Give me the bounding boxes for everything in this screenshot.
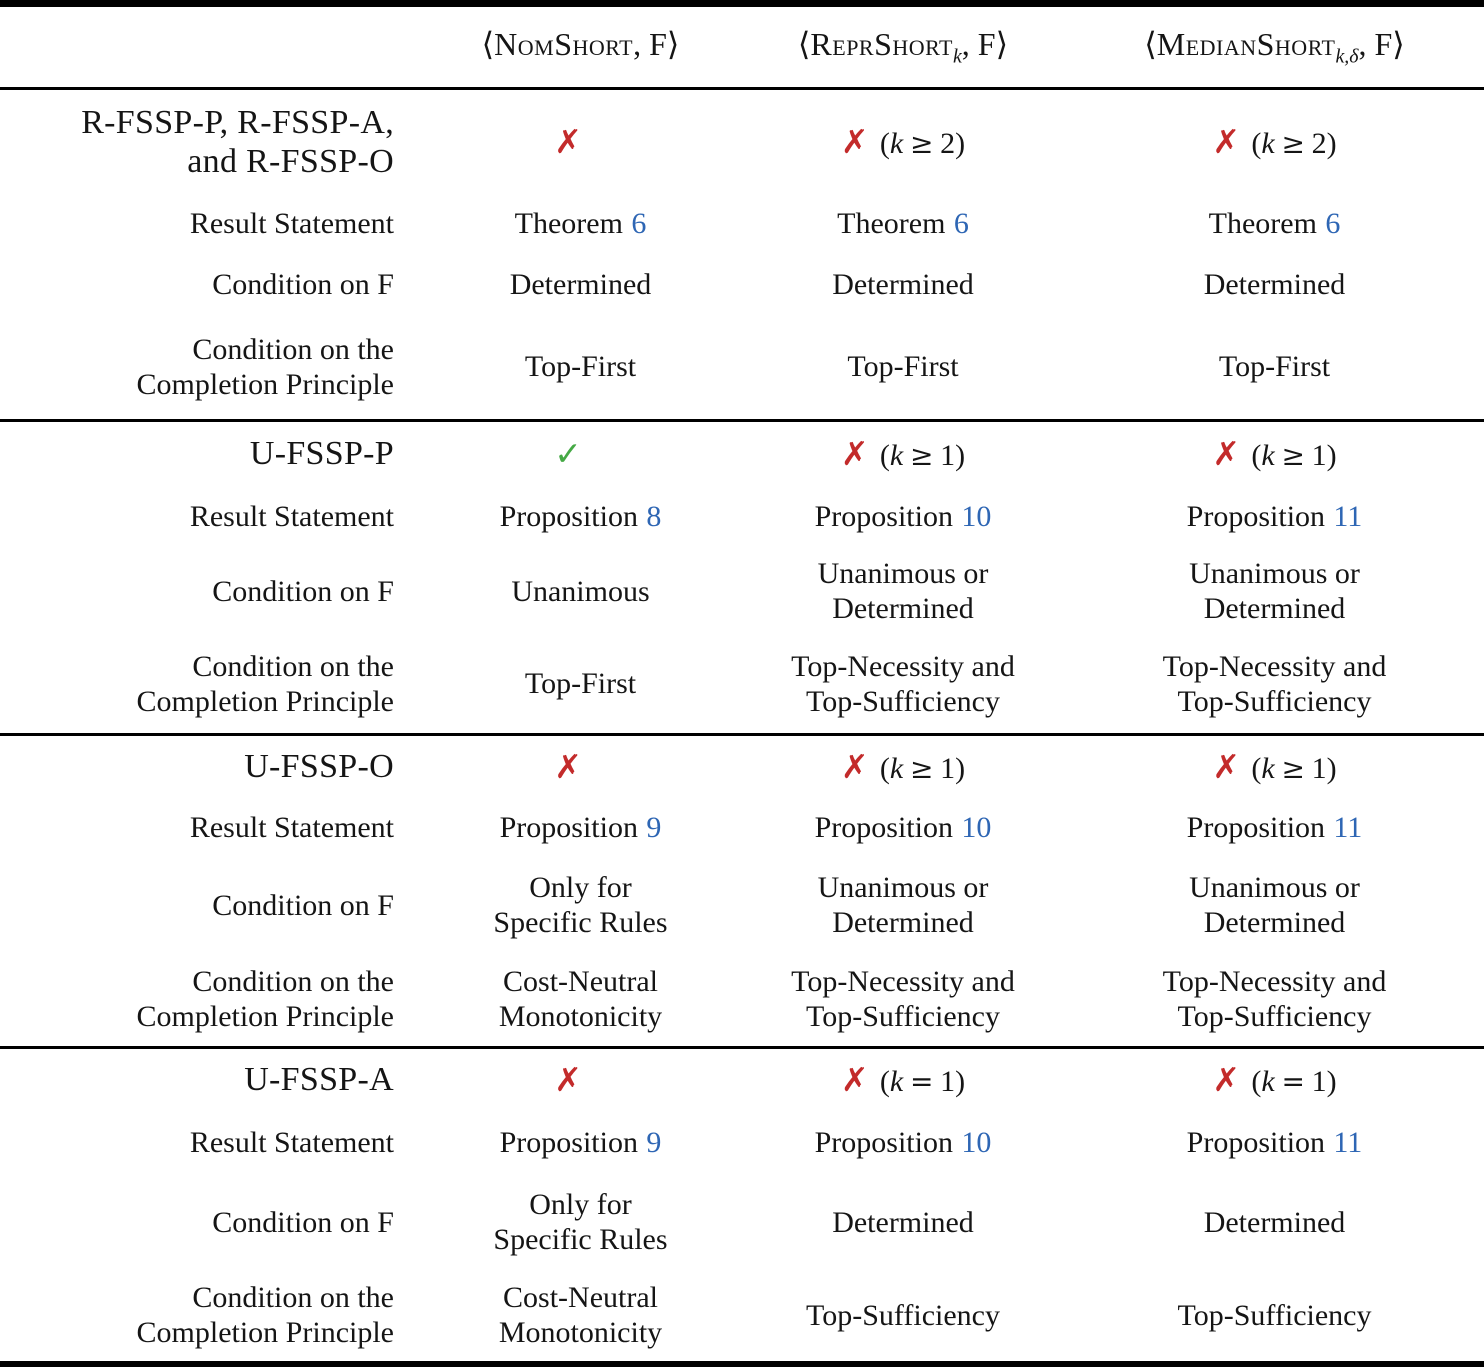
- angle-close: ⟩: [666, 25, 680, 62]
- result-cell: Proposition 11: [1186, 810, 1363, 844]
- cond-cp-cell: Top-Necessity and Top-Sufficiency: [1162, 965, 1387, 1033]
- condition-on-cp-row: [0, 636, 1484, 735]
- cross-icon: ✗: [1212, 746, 1241, 786]
- cross-icon: ✗: [554, 746, 582, 786]
- section-name-row: [0, 735, 1484, 799]
- column-header-name: ReprShort: [810, 25, 953, 62]
- cond-cp-cell: Top-First: [524, 667, 637, 701]
- mark-cell: [420, 89, 741, 195]
- mark-note: [593, 752, 606, 785]
- mark-cell: [1065, 421, 1484, 487]
- cond-f-cell: Unanimous or Determined: [817, 557, 989, 625]
- angle-open: ⟨: [1144, 25, 1157, 62]
- result-cell: Proposition 11: [1186, 499, 1363, 533]
- angle-close: ⟩: [1392, 25, 1405, 62]
- column-header-suffix: , F: [633, 25, 667, 62]
- condition-on-f-row: [0, 1175, 1484, 1271]
- column-header-medianshort: [1065, 4, 1484, 89]
- row-label-cond-f: Condition on F: [212, 888, 394, 922]
- mark-note: [593, 439, 606, 472]
- row-label-cond-cp: Condition on the Completion Principle: [136, 1281, 394, 1349]
- condition-on-cp-row: [0, 316, 1484, 421]
- cond-f-cell: Unanimous or Determined: [817, 871, 989, 939]
- column-header-suffix: , F: [1358, 25, 1393, 62]
- column-header-reprshort: [741, 4, 1065, 89]
- row-label-cond-cp: Condition on the Completion Principle: [136, 649, 394, 718]
- result-cell: Theorem 6: [837, 206, 969, 240]
- cond-cp-cell: Top-Sufficiency: [1177, 1298, 1372, 1332]
- result-cell: Theorem 6: [514, 206, 647, 240]
- cond-cp-cell: Top-First: [1218, 350, 1331, 384]
- cross-icon: ✗: [1212, 121, 1241, 161]
- column-header-nomshort: [420, 4, 741, 89]
- condition-on-f-row: [0, 858, 1484, 954]
- mark-note: (k = 1): [1251, 1064, 1337, 1098]
- row-label-result: Result Statement: [189, 1125, 394, 1159]
- section-name-row: [0, 421, 1484, 487]
- cond-cp-cell: Top-Necessity and Top-Sufficiency: [1162, 649, 1387, 718]
- result-ref-link[interactable]: 11: [1333, 1125, 1363, 1159]
- condition-on-f-row: [0, 254, 1484, 316]
- mark-cell: [420, 1048, 741, 1112]
- mark-cell: [741, 89, 1065, 195]
- mark-note: (k ≥ 1): [879, 751, 966, 785]
- section-u-fssp-p: [0, 421, 1484, 735]
- section-r-fssp: [0, 89, 1484, 421]
- section-name-row: [0, 1048, 1484, 1112]
- result-ref-link[interactable]: 11: [1333, 499, 1363, 533]
- result-statement-row: [0, 194, 1484, 254]
- column-header-subscript: k: [952, 45, 962, 68]
- result-ref-link[interactable]: 9: [646, 1125, 662, 1159]
- section-name-row: [0, 89, 1484, 195]
- cond-f-cell: Only for Specific Rules: [493, 871, 668, 939]
- cross-icon: ✗: [554, 121, 582, 161]
- cond-f-cell: Unanimous or Determined: [1189, 557, 1360, 625]
- condition-on-f-row: [0, 548, 1484, 636]
- result-cell: Proposition 11: [1186, 1125, 1363, 1159]
- mark-note: (k ≥ 1): [879, 438, 966, 472]
- cond-cp-cell: Top-First: [847, 350, 959, 384]
- result-cell: Proposition 9: [499, 1125, 662, 1159]
- result-ref-link[interactable]: 6: [631, 206, 647, 240]
- result-ref-link[interactable]: 10: [961, 499, 992, 533]
- cond-cp-cell: Top-Necessity and Top-Sufficiency: [791, 649, 1015, 718]
- result-ref-link[interactable]: 6: [1325, 206, 1341, 240]
- cond-f-cell: Determined: [1203, 267, 1346, 301]
- result-statement-row: [0, 1111, 1484, 1175]
- result-cell: Proposition 10: [814, 499, 992, 533]
- mark-note: (k = 1): [879, 1064, 966, 1098]
- row-label-cond-cp: Condition on the Completion Principle: [136, 965, 394, 1033]
- result-ref-link[interactable]: 10: [961, 810, 992, 844]
- cond-f-cell: Unanimous: [511, 574, 650, 608]
- row-label-cond-cp: Condition on the Completion Principle: [136, 332, 394, 401]
- header-empty-cell: [0, 4, 420, 89]
- mark-cell: [1065, 1048, 1484, 1112]
- cross-icon: ✗: [840, 746, 869, 786]
- result-cell: Proposition 10: [814, 810, 992, 844]
- result-ref-link[interactable]: 6: [953, 206, 969, 240]
- cond-f-cell: Determined: [832, 267, 974, 301]
- section-name: U-FSSP-O: [244, 748, 394, 786]
- cross-icon: ✗: [840, 433, 869, 473]
- result-ref-link[interactable]: 10: [961, 1125, 992, 1159]
- cond-cp-cell: Top-First: [524, 350, 637, 384]
- mark-note: [593, 127, 606, 160]
- result-ref-link[interactable]: 11: [1333, 810, 1363, 844]
- cond-cp-cell: Top-Sufficiency: [806, 1298, 1000, 1332]
- cond-cp-cell: Cost-Neutral Monotonicity: [498, 965, 663, 1033]
- mark-note: (k ≥ 1): [1251, 438, 1337, 472]
- result-cell: Theorem 6: [1208, 206, 1341, 240]
- cond-f-cell: Only for Specific Rules: [493, 1188, 668, 1256]
- row-label-cond-f: Condition on F: [212, 267, 394, 301]
- mark-cell: [1065, 735, 1484, 799]
- cond-f-cell: Unanimous or Determined: [1189, 871, 1360, 939]
- result-ref-link[interactable]: 8: [646, 499, 662, 533]
- result-cell: Proposition 10: [814, 1125, 992, 1159]
- mark-cell: [420, 421, 741, 487]
- section-u-fssp-o: [0, 735, 1484, 1048]
- angle-open: ⟨: [797, 25, 811, 62]
- condition-on-cp-row: [0, 954, 1484, 1048]
- mark-note: [593, 1065, 606, 1098]
- angle-close: ⟩: [995, 25, 1009, 62]
- mark-cell: [741, 421, 1065, 487]
- mark-note: (k ≥ 2): [1251, 126, 1337, 160]
- cond-f-cell: Determined: [832, 1205, 974, 1239]
- result-cell: Proposition 9: [499, 810, 662, 844]
- cross-icon: ✗: [1212, 433, 1241, 473]
- mark-note: (k ≥ 2): [879, 126, 966, 160]
- row-label-cond-f: Condition on F: [212, 574, 394, 608]
- cross-icon: ✗: [554, 1059, 582, 1099]
- cross-icon: ✗: [840, 121, 869, 161]
- angle-open: ⟨: [481, 25, 495, 62]
- header-row: [0, 4, 1484, 89]
- cond-cp-cell: Top-Necessity and Top-Sufficiency: [791, 965, 1015, 1033]
- column-header-name: MedianShort: [1156, 25, 1336, 62]
- row-label-cond-f: Condition on F: [212, 1205, 394, 1239]
- cond-f-cell: Determined: [509, 267, 652, 301]
- section-name: U-FSSP-A: [244, 1061, 394, 1099]
- mark-cell: [741, 1048, 1065, 1112]
- mark-note: (k ≥ 1): [1251, 751, 1337, 785]
- result-statement-row: [0, 486, 1484, 548]
- cross-icon: ✗: [840, 1059, 869, 1099]
- mark-cell: [741, 735, 1065, 799]
- result-cell: Proposition 8: [499, 499, 662, 533]
- column-header-name: NomShort: [494, 25, 634, 62]
- section-u-fssp-a: [0, 1048, 1484, 1365]
- check-icon: ✓: [554, 433, 582, 473]
- result-statement-row: [0, 798, 1484, 858]
- condition-on-cp-row: [0, 1271, 1484, 1364]
- cross-icon: ✗: [1212, 1059, 1241, 1099]
- section-name: U-FSSP-P: [249, 435, 394, 473]
- mark-cell: [1065, 89, 1484, 195]
- cond-f-cell: Determined: [1203, 1205, 1346, 1239]
- row-label-result: Result Statement: [189, 810, 394, 844]
- result-ref-link[interactable]: 9: [646, 810, 662, 844]
- mark-cell: [420, 735, 741, 799]
- column-header-suffix: , F: [961, 25, 996, 62]
- row-label-result: Result Statement: [189, 206, 394, 240]
- cond-cp-cell: Cost-Neutral Monotonicity: [498, 1281, 663, 1349]
- section-name: R-FSSP-P, R-FSSP-A, and R-FSSP-O: [81, 103, 394, 180]
- column-header-subscript: k,δ: [1335, 45, 1359, 68]
- row-label-result: Result Statement: [189, 499, 394, 533]
